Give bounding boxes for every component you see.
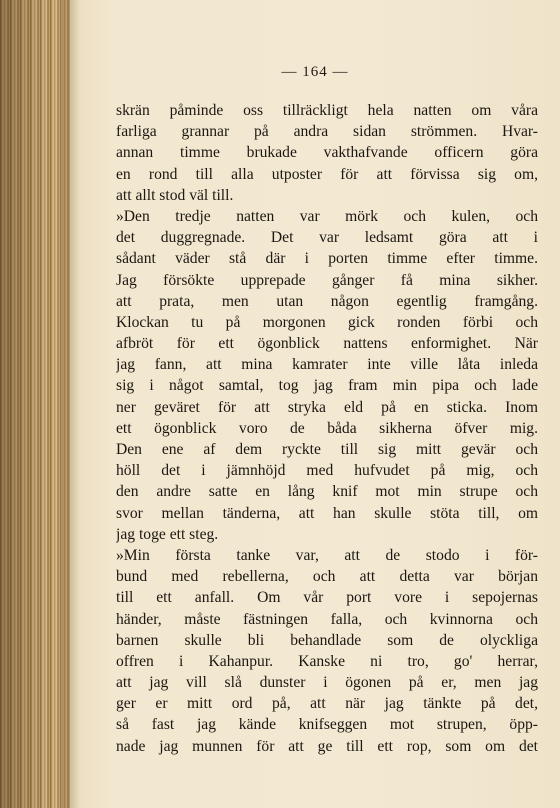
text-line: sig i något samtal, tog jag fram min pipa och lade <box>116 377 538 395</box>
text-line: jag toge ett steg. <box>116 525 219 543</box>
text-line: Klockan tu på morgonen gick ronden förbi och <box>116 313 538 331</box>
text-line: bund med rebellerna, och att detta var början <box>116 568 538 586</box>
text-line: till ett anfall. Om vår port vore i sepojernas <box>116 589 538 607</box>
page-number: — 164 — <box>281 64 349 80</box>
text-line: ner geväret för att stryka eld på en sticka. Inom <box>116 398 538 416</box>
text-line: att allt stod väl till. <box>116 186 234 204</box>
text-line: annan timme brukade vakthafvande officern göra <box>116 144 538 162</box>
text-line: Jag försökte upprepade gånger få mina sikher. <box>116 271 538 289</box>
text-line: en rond till alla utposter för att förvissa sig om, <box>116 165 538 183</box>
text-line: skrän påminde oss tillräckligt hela natten om våra <box>116 102 538 119</box>
book-page-edges <box>0 0 70 808</box>
text-line: att jag vill slå dunster i ögonen på er, men jag <box>116 674 538 692</box>
text-line: den andre satte en lång knif mot min strupe och <box>116 483 538 501</box>
text-line: så fast jag kände knifseggen mot strupen, öpp- <box>116 716 538 734</box>
text-line: Den ene af dem ryckte till sig mitt gevär och <box>116 441 538 458</box>
text-line: det duggregnade. Det var ledsamt göra att i <box>116 229 538 247</box>
text-line: sådant väder stå där i porten timme efter timme. <box>116 250 538 268</box>
page-gutter-shadow <box>62 0 80 808</box>
text-line: svor mellan tänderna, att han skulle stöta till, om <box>116 504 538 522</box>
text-line: nade jag munnen för att ge till ett rop, som om det <box>116 737 538 755</box>
text-line: offren i Kahanpur. Kanske ni tro, go' herrar, <box>116 652 538 670</box>
text-line: »Min första tanke var, att de stodo i för- <box>116 546 538 564</box>
text-line: ger er mitt ord på, att när jag tänkte på det, <box>116 695 538 713</box>
body-text <box>116 100 538 757</box>
text-line: »Den tredje natten var mörk och kulen, och <box>116 207 538 225</box>
text-line: afbröt för ett ögonblick nattens enformighet. När <box>116 335 538 353</box>
text-line: farliga grannar på andra sidan strömmen. Hvar- <box>116 123 538 141</box>
text-line: jag fann, att mina kamrater inte ville låta inleda <box>116 356 538 374</box>
text-line: ett ögonblick voro de båda sikherna öfver mig. <box>116 419 538 437</box>
text-line: barnen skulle bli behandlade som de olyckliga <box>116 631 538 649</box>
text-line: att prata, men utan någon egentlig framgång. <box>116 292 538 310</box>
text-line: höll det i jämnhöjd med hufvudet på mig, och <box>116 462 538 480</box>
text-line: händer, måste fästningen falla, och kvinnorna och <box>116 610 538 628</box>
